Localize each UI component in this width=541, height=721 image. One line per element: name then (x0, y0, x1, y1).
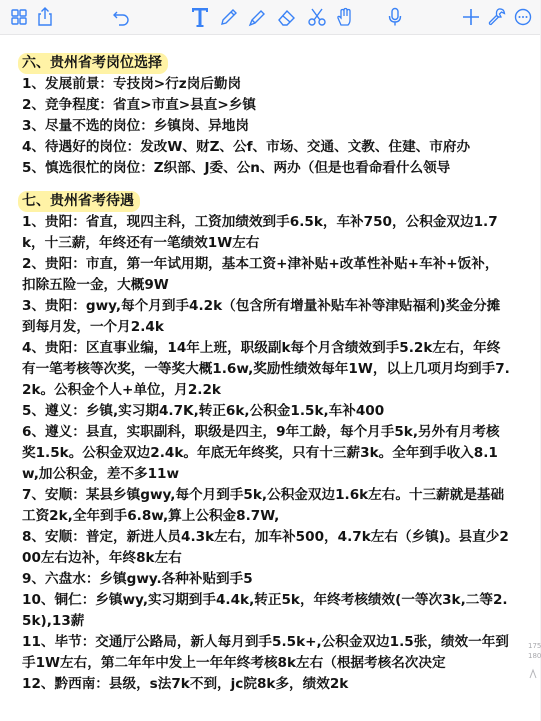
list-item: 3、贵阳：gwy,每个月到手4.2k（包含所有增量补贴车补等津贴福利)奖金分摊到每月发，一个月2.4k (22, 298, 501, 335)
add-icon[interactable] (460, 6, 482, 28)
text-tool-icon[interactable] (188, 6, 212, 28)
hand-icon[interactable] (334, 6, 356, 28)
list-item: 1、贵阳：省直，现四主科，工资加绩效到手6.5k，车补750，公积金双边1.7k，十三薪，年终还有一笔绩效1W左右 (22, 214, 498, 251)
highlighter-icon[interactable] (246, 6, 268, 28)
section-post-selection (22, 53, 512, 179)
list-item: 11、毕节：交通厅公路局，新人每月到手5.5k+,公积金双边1.5张，绩效一年到手1W左右，第二年年中发上一年年终考核8k左右（根据考核名次决定 (22, 634, 509, 671)
section-title: 六、贵州省考岗位选择 (18, 53, 168, 74)
list-item: 4、贵阳：区直事业编，14年上班，职级副k每个月含绩效到手5.2k左右，年终有一笔考核等次奖，一等奖大概1.6w,奖励性绩效每年1W，以上几项月均到手7.2k。公积金个人+单位，月2.2k (22, 340, 510, 398)
section-title: 七、贵州省考待遇 (18, 191, 140, 212)
page-indicator: 175 180 (528, 642, 541, 660)
eraser-icon[interactable] (276, 6, 298, 28)
list-item: 12、黔西南：县级，s法7k不到，jc院8k多，绩效2k (22, 676, 349, 692)
toolbar (0, 0, 540, 34)
more-icon[interactable] (512, 6, 534, 28)
list-item: 7、安顺：某县乡镇gwy,每个月到手5k,公积金双边1.6k左右。十三薪就是基础工资2k,全年到手6.8w,算上公积金8.7W, (22, 487, 505, 524)
list-item: 5、遵义：乡镇,实习期4.7K,转正6k,公积金1.5k,车补400 (22, 403, 385, 419)
note-page[interactable] (0, 34, 540, 721)
list-item: 5、慎选很忙的岗位：Z织部、J委、公n、两办（但是也看命看什么领导 (22, 160, 451, 176)
scissors-icon[interactable] (306, 6, 328, 28)
list-item: 6、遵义：县直，实职副科，职级是四主，9年工龄，每个月手5k,另外有月考核奖1.5k。公积金双边2.4k。年底无年终奖，只有十三薪3k。全年到手收入8.1w,加公积金，差不多11w (22, 424, 500, 482)
share-icon[interactable] (34, 6, 56, 28)
grid-icon[interactable] (8, 6, 30, 28)
wrench-icon[interactable] (486, 6, 508, 28)
list-item: 8、安顺：普定，新进人员4.3k左右，加车补500，4.7k左右（乡镇)。县直少200左右边补，年终8k左右 (22, 529, 509, 566)
list-item: 2、贵阳：市直，第一年试用期，基本工资+津补贴+改革性补贴+车补+饭补，扣除五险一金，大概9W (22, 256, 499, 293)
scroll-handle[interactable] (530, 663, 536, 671)
list-item: 4、待遇好的岗位：发改W、财Z、公f、市场、交通、文教、住建、市府办 (22, 139, 471, 155)
list-item: 2、竞争程度：省直>市直>县直>乡镇 (22, 97, 256, 113)
undo-icon[interactable] (110, 6, 132, 28)
list-item: 9、六盘水：乡镇gwy.各种补贴到手5 (22, 571, 253, 587)
list-item: 10、铜仁：乡镇wy,实习期到手4.4k,转正5k，年终考核绩效(一等次3k,二等2.5k),13薪 (22, 592, 508, 629)
pen-icon[interactable] (218, 6, 240, 28)
microphone-icon[interactable] (384, 6, 406, 28)
section-salary (22, 191, 512, 695)
list-item: 1、发展前景：专技岗>行z岗后勤岗 (22, 76, 242, 92)
note-content (22, 53, 512, 695)
list-item: 3、尽量不选的岗位：乡镇岗、异地岗 (22, 118, 249, 134)
